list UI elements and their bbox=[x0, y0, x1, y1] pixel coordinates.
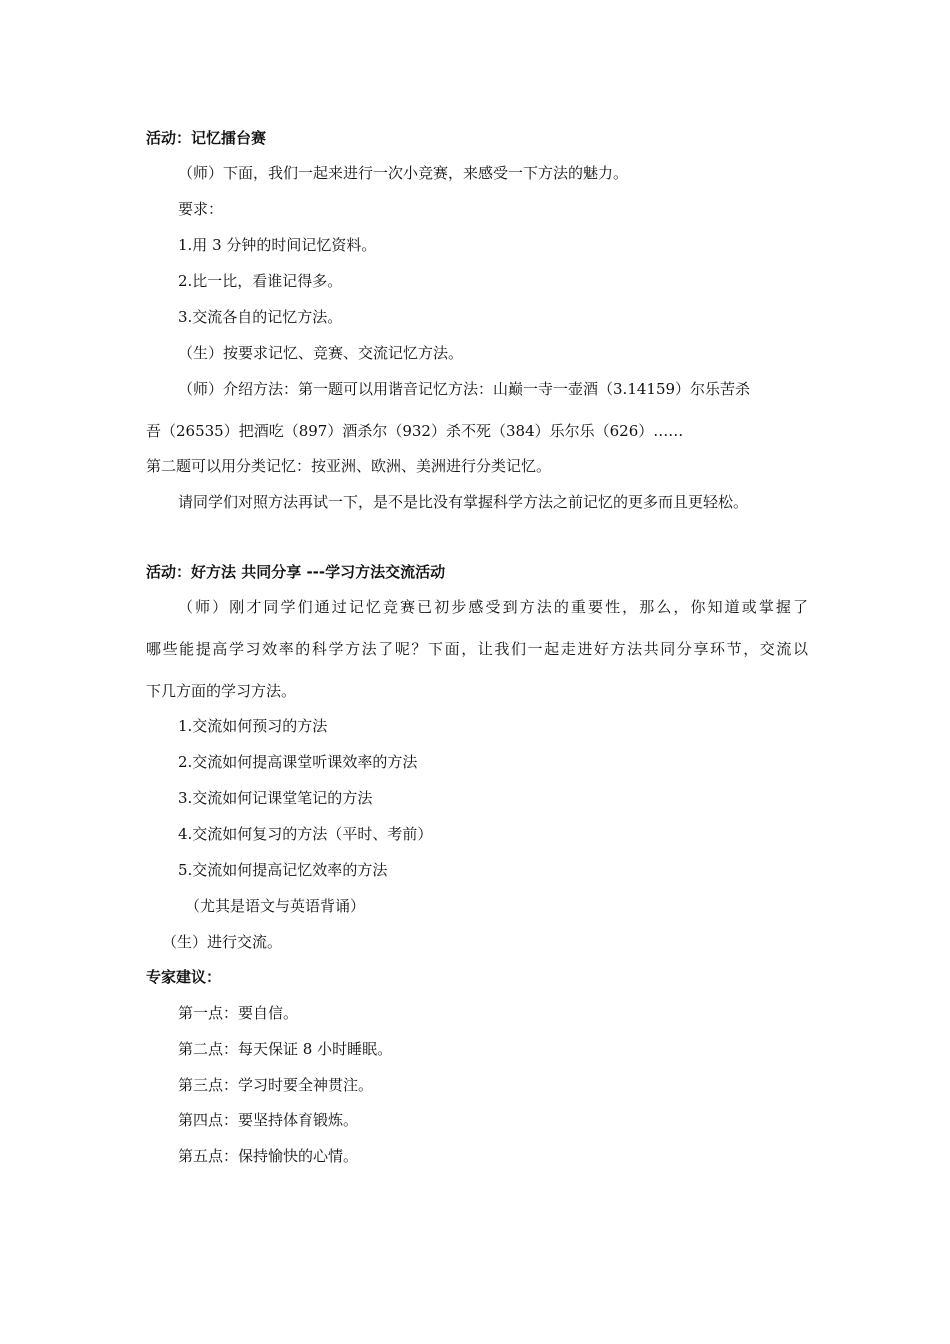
exchange-note: （尤其是语文与英语背诵） bbox=[185, 897, 366, 915]
advice-point: 第一点：要自信。 bbox=[178, 1004, 299, 1022]
student-response: （生）按要求记忆、竞赛、交流记忆方法。 bbox=[178, 344, 464, 362]
teacher-intro-line: 哪些能提高学习效率的科学方法了呢？下面，让我们一起走进好方法共同分享环节，交流以 bbox=[146, 640, 808, 658]
exchange-item: 3.交流如何记课堂笔记的方法 bbox=[178, 789, 373, 807]
exchange-item: 4.交流如何复习的方法（平时、考前） bbox=[178, 825, 433, 843]
exchange-item: 2.交流如何提高课堂听课效率的方法 bbox=[178, 753, 418, 771]
requirement-item: 2.比一比，看谁记得多。 bbox=[178, 272, 343, 290]
method-intro-line: （师）介绍方法：第一题可以用谐音记忆方法：山巅一寺一壶酒（3.14159）尔乐苦杀 bbox=[178, 380, 751, 398]
teacher-intro-line: （师）刚才同学们通过记忆竞赛已初步感受到方法的重要性，那么，你知道或掌握了 bbox=[178, 598, 808, 616]
section-heading-memory-contest: 活动：记忆擂台赛 bbox=[146, 129, 267, 147]
advice-point: 第五点：保持愉快的心情。 bbox=[178, 1147, 359, 1165]
exchange-item: 1.交流如何预习的方法 bbox=[178, 717, 328, 735]
advice-point: 第三点：学习时要全神贯注。 bbox=[178, 1076, 374, 1094]
requirement-item: 3.交流各自的记忆方法。 bbox=[178, 308, 343, 326]
requirements-label: 要求： bbox=[178, 200, 224, 218]
retry-instruction: 请同学们对照方法再试一下，是不是比没有掌握科学方法之前记忆的更多而且更轻松。 bbox=[178, 493, 749, 511]
student-response: （生）进行交流。 bbox=[162, 933, 283, 951]
method-intro-line: 第二题可以用分类记忆：按亚洲、欧洲、美洲进行分类记忆。 bbox=[146, 457, 552, 475]
teacher-intro-line: 下几方面的学习方法。 bbox=[146, 682, 297, 700]
method-intro-line: 吾（26535）把酒吃（897）酒杀尔（932）杀不死（384）乐尔乐（626）…… bbox=[146, 422, 684, 440]
section-heading-method-sharing: 活动：好方法 共同分享 ---学习方法交流活动 bbox=[146, 563, 446, 581]
requirement-item: 1.用 3 分钟的时间记忆资料。 bbox=[178, 236, 377, 254]
exchange-item: 5.交流如何提高记忆效率的方法 bbox=[178, 861, 388, 879]
advice-point: 第四点：要坚持体育锻炼。 bbox=[178, 1111, 359, 1129]
section-heading-expert-advice: 专家建议： bbox=[146, 968, 222, 986]
teacher-intro-paragraph: （师）下面，我们一起来进行一次小竞赛，来感受一下方法的魅力。 bbox=[178, 164, 629, 182]
advice-point: 第二点：每天保证 8 小时睡眠。 bbox=[178, 1040, 393, 1058]
